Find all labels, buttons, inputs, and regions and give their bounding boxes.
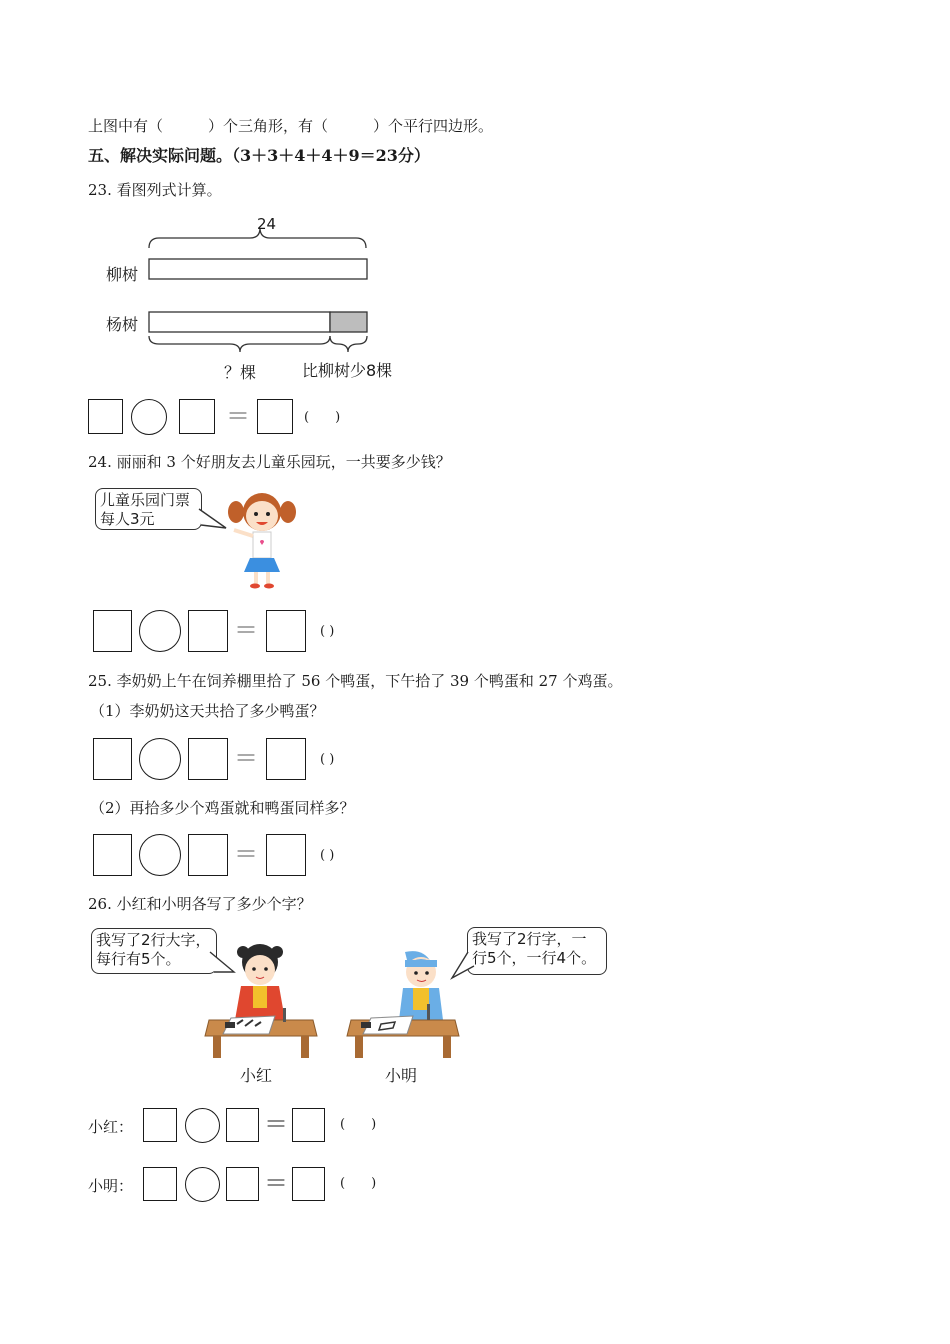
q23-shaded-segment <box>330 312 367 332</box>
q26-red-operator-circle[interactable] <box>185 1108 220 1143</box>
q24-operand2-box[interactable] <box>188 610 228 652</box>
q23-result-box[interactable] <box>257 399 293 434</box>
q26-title: 26. 小红和小明各写了多少个字？ <box>88 895 312 913</box>
q24-equals-sign: ＝ <box>234 616 258 644</box>
q25-2-operand1-box[interactable] <box>93 834 132 876</box>
xiaohong-bubble-line2: 每行有5个。 <box>96 950 181 968</box>
q25-2-unit-paren[interactable]: ( ) <box>320 848 335 863</box>
q25-2-operand2-box[interactable] <box>188 834 228 876</box>
xiaoming-speech-bubble <box>467 927 607 975</box>
q24-unit-paren[interactable]: ( ) <box>320 624 335 639</box>
q26-red-equals-sign: ＝ <box>264 1110 288 1138</box>
xiaoming-bubble-line1: 我写了2行字，一 <box>472 930 587 948</box>
q24-operator-circle[interactable] <box>139 610 181 652</box>
q25-1-operand1-box[interactable] <box>93 738 132 780</box>
q26-ming-operand1-box[interactable] <box>143 1167 177 1201</box>
q23-total-label: 24 <box>257 215 277 233</box>
q25-2-result-box[interactable] <box>266 834 306 876</box>
xiaoming-row-label: 小明： <box>88 1177 134 1195</box>
q25-sub2: （2）再拾多少个鸡蛋就和鸭蛋同样多？ <box>90 799 355 817</box>
q24-bubble-tail <box>199 509 229 529</box>
q23-title: 23. 看图列式计算。 <box>88 181 222 199</box>
q24-result-box[interactable] <box>266 610 306 652</box>
q25-2-equals-sign: ＝ <box>234 840 258 868</box>
xiaoming-name-label: 小明 <box>385 1066 418 1085</box>
q26-ming-operand2-box[interactable] <box>226 1167 259 1201</box>
q25-1-result-box[interactable] <box>266 738 306 780</box>
q23-operand1-box[interactable] <box>88 399 123 434</box>
q24-bubble-line2: 每人3元 <box>100 510 155 528</box>
q25-1-equals-sign: ＝ <box>234 744 258 772</box>
xiaohong-speech-bubble <box>91 928 217 974</box>
q23-row2-label: 杨树 <box>106 315 139 334</box>
q23-equals-sign: ＝ <box>226 402 250 430</box>
q24-operand1-box[interactable] <box>93 610 132 652</box>
q23-bar-diagram <box>100 210 400 370</box>
q25-sub1: （1）李奶奶这天共拾了多少鸭蛋？ <box>90 702 325 720</box>
q25-1-operand2-box[interactable] <box>188 738 228 780</box>
xiaohong-name-label: 小红 <box>240 1066 273 1085</box>
q25-1-unit-paren[interactable]: ( ) <box>320 752 335 767</box>
q23-operand2-box[interactable] <box>179 399 215 434</box>
q23-diff-label: 比柳树少8棵 <box>302 361 393 380</box>
section-title: 五、解决实际问题。（3＋3＋4＋4＋9＝23分） <box>88 146 430 165</box>
q24-bubble-line1: 儿童乐园门票 <box>100 491 191 509</box>
q24-ticket-bubble <box>95 488 202 530</box>
q25-1-operator-circle[interactable] <box>139 738 181 780</box>
q24-title: 24. 丽丽和 3 个好朋友去儿童乐园玩，一共要多少钱？ <box>88 453 451 471</box>
q26-ming-operator-circle[interactable] <box>185 1167 220 1202</box>
q23-unknown-label: ？棵 <box>224 363 257 382</box>
intro-line: 上图中有（ ）个三角形，有（ ）个平行四边形。 <box>88 117 494 135</box>
q26-red-unit-paren[interactable]: ( ) <box>340 1117 377 1132</box>
q25-title: 25. 李奶奶上午在饲养棚里拾了 56 个鸭蛋，下午拾了 39 个鸭蛋和 27 个鸡蛋。 <box>88 672 623 690</box>
xiaoming-bubble-line2: 行5个，一行4个。 <box>472 949 597 967</box>
q23-unit-paren[interactable]: ( ) <box>304 410 341 425</box>
girl-illustration <box>228 490 298 590</box>
xiaohong-row-label: 小红： <box>88 1118 134 1136</box>
q26-red-operand1-box[interactable] <box>143 1108 177 1142</box>
q25-2-operator-circle[interactable] <box>139 834 181 876</box>
xiaohong-bubble-line1: 我写了2行大字， <box>96 931 211 949</box>
q26-red-result-box[interactable] <box>292 1108 325 1142</box>
xiaohong-illustration <box>203 940 323 1060</box>
q26-ming-unit-paren[interactable]: ( ) <box>340 1176 377 1191</box>
q23-operator-circle[interactable] <box>131 399 167 435</box>
xiaoming-illustration <box>347 948 467 1068</box>
q26-ming-result-box[interactable] <box>292 1167 325 1201</box>
q26-red-operand2-box[interactable] <box>226 1108 259 1142</box>
q23-row1-label: 柳树 <box>106 265 139 284</box>
q26-ming-equals-sign: ＝ <box>264 1169 288 1197</box>
